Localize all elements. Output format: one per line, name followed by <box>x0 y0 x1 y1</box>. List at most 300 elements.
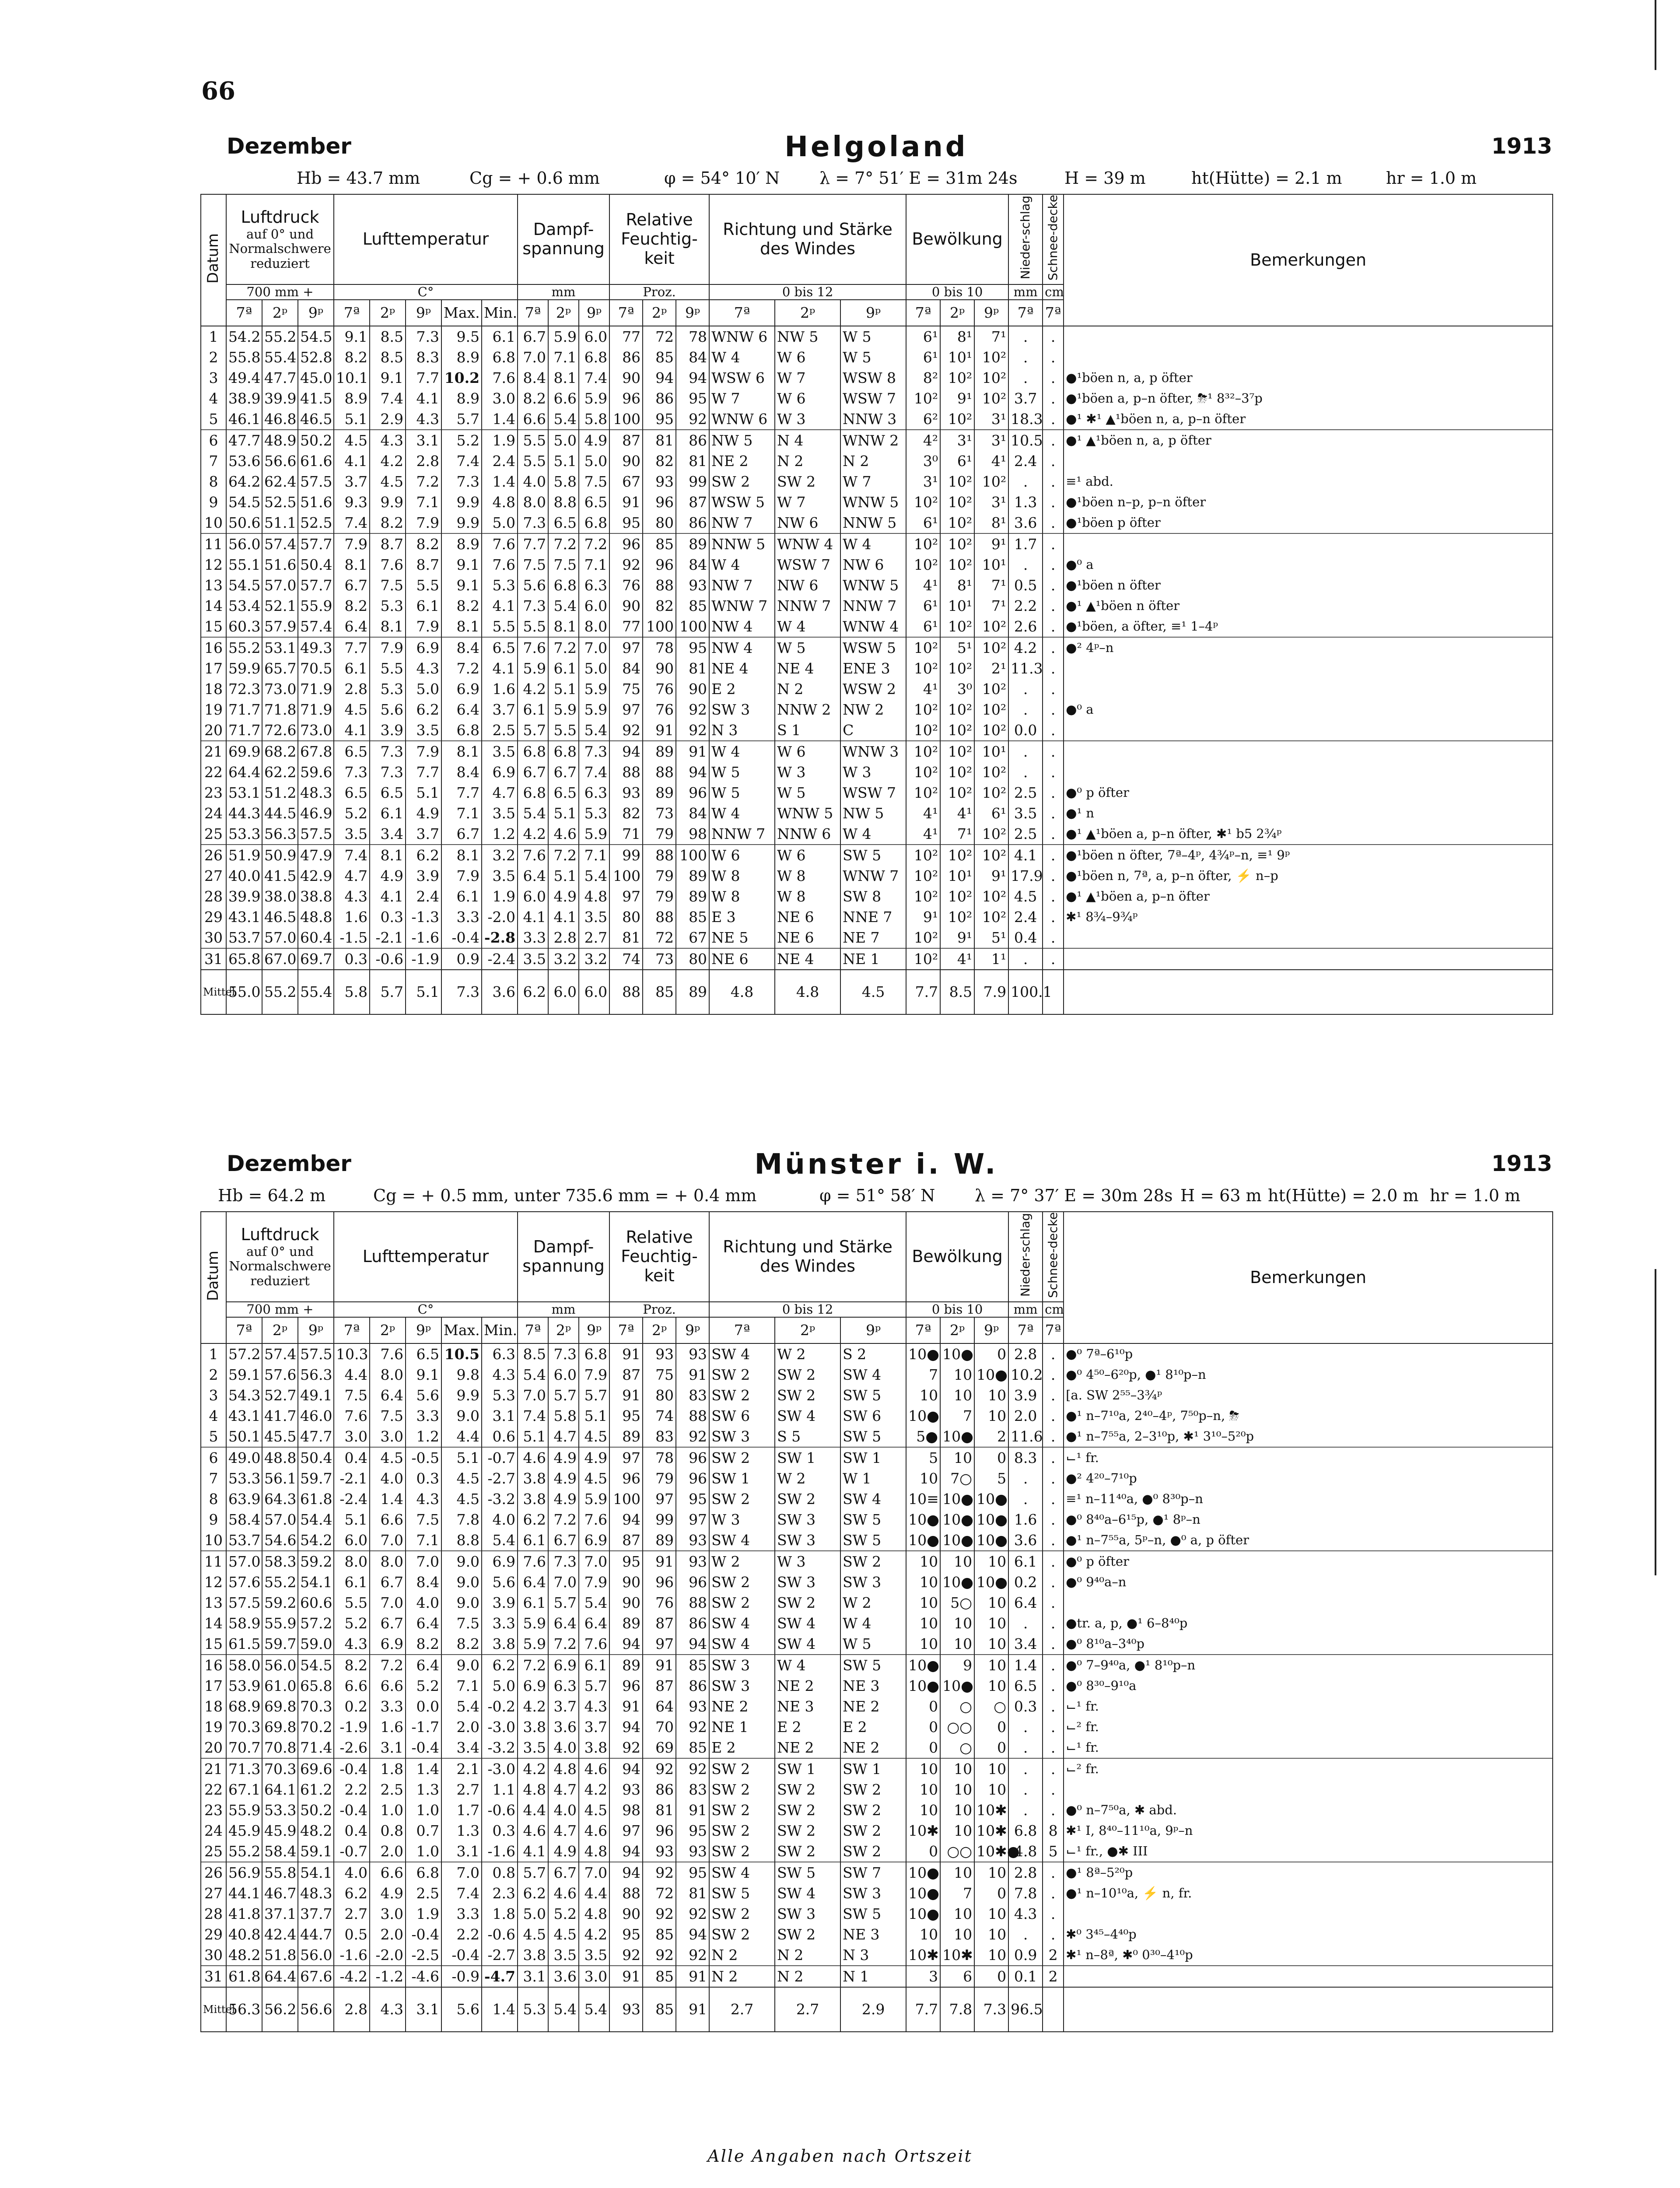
cell-temp-min: 3.5 <box>482 741 518 762</box>
cell-humidity-9p: 99 <box>676 471 709 492</box>
meta-latitude: φ = 54° 10′ N <box>664 168 780 188</box>
cell-wind-7a: W 4 <box>709 741 775 762</box>
cell-humidity-2p: 97 <box>643 1634 676 1655</box>
cell-remarks: ✱¹ n–8ª, ✱⁰ 0³⁰–4¹⁰p <box>1064 1945 1553 1966</box>
cell-temp-9p: 8.3 <box>406 347 441 368</box>
cell-vapor-9p: 6.9 <box>579 1530 609 1551</box>
cell-temp-2p: 4.3 <box>370 430 406 451</box>
cell-temp-max: 8.1 <box>441 845 482 866</box>
cell-temp-min: 2.4 <box>482 451 518 471</box>
cell-cloud-7a: 4² <box>906 430 940 451</box>
cell-snow-cover: . <box>1043 430 1064 451</box>
cell-temp-2p: 3.9 <box>370 720 406 741</box>
cell-remarks <box>1064 1904 1553 1924</box>
cell-cloud-2p: 9¹ <box>940 927 974 948</box>
cell-wind-2p: NE 2 <box>775 1676 840 1696</box>
cell-vapor-2p: 7.1 <box>548 347 579 368</box>
mean-temp-9p: 5.1 <box>406 970 441 1014</box>
cell-temp-min: 7.6 <box>482 368 518 388</box>
cell-vapor-2p: 7.2 <box>548 637 579 658</box>
cell-precipitation: 3.6 <box>1008 1530 1043 1551</box>
cell-pressure-7a: 57.5 <box>226 1592 262 1613</box>
cell-pressure-9p: 59.0 <box>298 1634 334 1655</box>
cell-humidity-2p: 85 <box>643 1924 676 1945</box>
cell-wind-9p: WSW 2 <box>840 679 906 699</box>
cell-wind-2p: SW 5 <box>775 1862 840 1883</box>
cell-humidity-2p: 88 <box>643 845 676 866</box>
cell-cloud-7a: 6¹ <box>906 326 940 347</box>
cell-humidity-2p: 79 <box>643 1468 676 1489</box>
cell-cloud-7a: 10 <box>906 1551 940 1572</box>
cell-temp-7a: 0.4 <box>334 1820 370 1841</box>
cell-temp-9p: 3.5 <box>406 720 441 741</box>
cell-humidity-9p: 91 <box>676 1364 709 1385</box>
cell-wind-9p: NE 3 <box>840 1924 906 1945</box>
cell-humidity-9p: 96 <box>676 1572 709 1592</box>
table-row <box>201 347 1553 368</box>
cell-wind-9p: SW 2 <box>840 1800 906 1820</box>
cell-humidity-2p: 89 <box>643 1530 676 1551</box>
cell-remarks: ⌙¹ fr. <box>1064 1696 1553 1717</box>
cell-cloud-9p: ○ <box>974 1696 1008 1717</box>
cell-temp-9p: 8.4 <box>406 1572 441 1592</box>
cell-temp-min: 3.8 <box>482 1634 518 1655</box>
cell-pressure-7a: 54.5 <box>226 492 262 512</box>
cell-wind-7a: SW 2 <box>709 1489 775 1509</box>
cell-temp-2p: 1.0 <box>370 1800 406 1820</box>
cell-snow-cover: . <box>1043 637 1064 658</box>
header-cloud-unit: 0 bis 10 <box>906 1302 1008 1317</box>
cell-precipitation: 10.2 <box>1008 1364 1043 1385</box>
cell-temp-min: 6.3 <box>482 1343 518 1364</box>
cell-snow-cover: . <box>1043 471 1064 492</box>
cell-temp-2p: 8.5 <box>370 347 406 368</box>
cell-temp-min: 3.0 <box>482 388 518 409</box>
table-row <box>201 1841 1553 1862</box>
header-time-vapor-7a: 7ª <box>518 1317 548 1343</box>
cell-temp-7a: 8.0 <box>334 1551 370 1572</box>
cell-remarks <box>1064 948 1553 970</box>
cell-day: 29 <box>201 1924 226 1945</box>
cell-day: 27 <box>201 866 226 886</box>
cell-temp-min: 4.1 <box>482 596 518 616</box>
header-time-precipitation: 7ª <box>1008 1317 1043 1343</box>
cell-humidity-9p: 92 <box>676 1945 709 1966</box>
header-day <box>201 1212 226 1343</box>
cell-pressure-2p: 41.7 <box>262 1406 298 1426</box>
cell-precipitation: 3.6 <box>1008 512 1043 533</box>
muenster-section <box>200 1148 1552 2032</box>
cell-pressure-2p: 64.1 <box>262 1779 298 1800</box>
header-time-cloud-2p: 2ᵖ <box>940 1317 974 1343</box>
cell-vapor-2p: 6.8 <box>548 741 579 762</box>
cell-pressure-7a: 43.1 <box>226 1406 262 1426</box>
cell-pressure-2p: 62.2 <box>262 762 298 782</box>
cell-vapor-7a: 5.0 <box>518 1904 548 1924</box>
cell-day: 5 <box>201 1426 226 1447</box>
cell-temp-9p: 0.0 <box>406 1696 441 1717</box>
cell-vapor-9p: 4.8 <box>579 1841 609 1862</box>
cell-wind-9p: N 1 <box>840 1966 906 1987</box>
cell-temp-9p: 3.3 <box>406 1406 441 1426</box>
cell-temp-2p: 6.6 <box>370 1509 406 1530</box>
header-time-wind-7a: 7ª <box>709 1317 775 1343</box>
cell-temp-2p: 8.0 <box>370 1551 406 1572</box>
cell-humidity-2p: 85 <box>643 347 676 368</box>
table-row <box>201 845 1553 866</box>
cell-pressure-9p: 71.9 <box>298 679 334 699</box>
cell-wind-7a: NW 7 <box>709 512 775 533</box>
cell-pressure-9p: 57.5 <box>298 471 334 492</box>
cell-cloud-9p: 0 <box>974 1717 1008 1737</box>
cell-wind-2p: W 3 <box>775 409 840 430</box>
cell-vapor-9p: 5.4 <box>579 720 609 741</box>
cell-temp-7a: 3.7 <box>334 471 370 492</box>
cell-pressure-7a: 54.3 <box>226 1385 262 1406</box>
cell-pressure-2p: 55.9 <box>262 1613 298 1634</box>
cell-wind-2p: SW 2 <box>775 1385 840 1406</box>
cell-remarks: ●¹böen n, 7ª, a, p–n öfter, ⚡ n–p <box>1064 866 1553 886</box>
cell-cloud-2p: 10 <box>940 1634 974 1655</box>
cell-pressure-9p: 52.5 <box>298 512 334 533</box>
cell-pressure-7a: 61.8 <box>226 1966 262 1987</box>
mean-precipitation: 96.5 <box>1008 1987 1043 2032</box>
cell-pressure-7a: 57.2 <box>226 1343 262 1364</box>
cell-humidity-9p: 93 <box>676 1530 709 1551</box>
cell-day: 17 <box>201 658 226 679</box>
cell-temp-9p: -1.9 <box>406 948 441 970</box>
meta-station-height: H = 63 m <box>1180 1186 1262 1205</box>
cell-wind-9p: NE 2 <box>840 1737 906 1758</box>
cell-wind-7a: N 2 <box>709 1945 775 1966</box>
cell-remarks: ●⁰ a <box>1064 699 1553 720</box>
cell-cloud-9p: 10² <box>974 637 1008 658</box>
cell-wind-7a: NNW 7 <box>709 824 775 845</box>
cell-vapor-9p: 7.3 <box>579 741 609 762</box>
cell-cloud-2p: 10 <box>940 1862 974 1883</box>
cell-cloud-2p: 10 <box>940 1904 974 1924</box>
cell-pressure-7a: 53.1 <box>226 782 262 803</box>
cell-temp-7a: -1.9 <box>334 1717 370 1737</box>
table-row <box>201 616 1553 637</box>
cell-snow-cover: . <box>1043 1758 1064 1779</box>
cell-temp-9p: -1.7 <box>406 1717 441 1737</box>
cell-humidity-9p: 90 <box>676 679 709 699</box>
cell-cloud-2p: 10● <box>940 1489 974 1509</box>
cell-snow-cover: . <box>1043 1551 1064 1572</box>
cell-vapor-7a: 6.9 <box>518 1676 548 1696</box>
cell-temp-2p: 4.5 <box>370 1447 406 1468</box>
cell-cloud-2p: 10 <box>940 1800 974 1820</box>
station-metadata <box>200 1186 1552 1211</box>
cell-cloud-2p: 10 <box>940 1447 974 1468</box>
cell-temp-2p: 7.6 <box>370 554 406 575</box>
cell-precipitation: 3.7 <box>1008 388 1043 409</box>
cell-cloud-2p: 3¹ <box>940 430 974 451</box>
cell-pressure-7a: 53.4 <box>226 596 262 616</box>
cell-humidity-2p: 86 <box>643 388 676 409</box>
cell-vapor-2p: 4.9 <box>548 1447 579 1468</box>
cell-vapor-2p: 6.4 <box>548 1613 579 1634</box>
cell-temp-7a: 2.8 <box>334 679 370 699</box>
cell-pressure-7a: 64.4 <box>226 762 262 782</box>
cell-humidity-9p: 95 <box>676 1820 709 1841</box>
cell-vapor-2p: 4.6 <box>548 1883 579 1904</box>
cell-cloud-9p: 10 <box>974 1385 1008 1406</box>
header-vapor-unit: mm <box>518 1302 609 1317</box>
cell-temp-min: -2.4 <box>482 948 518 970</box>
cell-temp-min: 1.2 <box>482 824 518 845</box>
cell-pressure-2p: 52.1 <box>262 596 298 616</box>
cell-pressure-2p: 45.5 <box>262 1426 298 1447</box>
cell-wind-7a: WSW 5 <box>709 492 775 512</box>
cell-snow-cover: . <box>1043 1904 1064 1924</box>
cell-cloud-2p: ○○ <box>940 1841 974 1862</box>
cell-precipitation: 6.8 <box>1008 1820 1043 1841</box>
cell-cloud-2p: 10² <box>940 471 974 492</box>
cell-pressure-2p: 70.8 <box>262 1737 298 1758</box>
cell-vapor-9p: 7.9 <box>579 1364 609 1385</box>
cell-temp-9p: 2.5 <box>406 1883 441 1904</box>
cell-temp-min: 3.3 <box>482 1613 518 1634</box>
cell-temp-2p: 6.6 <box>370 1862 406 1883</box>
cell-vapor-9p: 7.4 <box>579 762 609 782</box>
cell-temp-2p: -2.1 <box>370 927 406 948</box>
cell-pressure-9p: 47.9 <box>298 845 334 866</box>
cell-wind-2p: W 6 <box>775 388 840 409</box>
cell-snow-cover: . <box>1043 347 1064 368</box>
header-pressure-note: auf 0° und Normalschwere reduziert <box>229 1244 331 1288</box>
cell-vapor-7a: 5.7 <box>518 720 548 741</box>
cell-temp-7a: 5.2 <box>334 803 370 824</box>
cell-remarks: ●⁰ 7–9⁴⁰a, ●¹ 8¹⁰p–n <box>1064 1655 1553 1676</box>
cell-wind-7a: SW 2 <box>709 1904 775 1924</box>
cell-wind-9p: SW 3 <box>840 1572 906 1592</box>
cell-temp-2p: 3.4 <box>370 824 406 845</box>
cell-humidity-7a: 94 <box>609 1509 643 1530</box>
cell-day: 26 <box>201 845 226 866</box>
cell-humidity-7a: 87 <box>609 430 643 451</box>
header-humidity-unit: Proz. <box>609 284 709 300</box>
table-row <box>201 782 1553 803</box>
cell-humidity-2p: 96 <box>643 554 676 575</box>
header-time-vapor-9p: 9ᵖ <box>579 300 609 326</box>
cell-temp-9p: 1.0 <box>406 1841 441 1862</box>
cell-temp-max: 6.1 <box>441 886 482 907</box>
cell-humidity-7a: 92 <box>609 554 643 575</box>
cell-humidity-9p: 96 <box>676 1447 709 1468</box>
table-row <box>201 824 1553 845</box>
cell-wind-2p: NNW 2 <box>775 699 840 720</box>
cell-pressure-9p: 51.6 <box>298 492 334 512</box>
table-row <box>201 699 1553 720</box>
cell-temp-min: 1.9 <box>482 886 518 907</box>
mean-vapor-7a: 5.3 <box>518 1987 548 2032</box>
cell-cloud-2p: 10● <box>940 1676 974 1696</box>
cell-pressure-7a: 48.2 <box>226 1945 262 1966</box>
cell-humidity-7a: 90 <box>609 596 643 616</box>
cell-temp-min: -2.7 <box>482 1468 518 1489</box>
cell-remarks: ✱¹ 8¾–9¾ᵖ <box>1064 907 1553 927</box>
cell-humidity-2p: 89 <box>643 782 676 803</box>
cell-temp-min: 6.9 <box>482 1551 518 1572</box>
cell-wind-9p: SW 5 <box>840 1655 906 1676</box>
cell-wind-7a: W 7 <box>709 388 775 409</box>
cell-remarks: ●¹ 8ª–5²⁰p <box>1064 1862 1553 1883</box>
cell-cloud-9p: 0 <box>974 1883 1008 1904</box>
cell-temp-7a: -1.6 <box>334 1945 370 1966</box>
cell-day: 12 <box>201 554 226 575</box>
cell-pressure-9p: 59.7 <box>298 1468 334 1489</box>
cell-vapor-2p: 6.0 <box>548 1364 579 1385</box>
cell-pressure-9p: 61.6 <box>298 451 334 471</box>
mean-vapor-9p: 5.4 <box>579 1987 609 2032</box>
section-year: 1913 <box>1491 1151 1552 1176</box>
cell-snow-cover: . <box>1043 886 1064 907</box>
cell-temp-min: 1.4 <box>482 471 518 492</box>
cell-cloud-9p: 10 <box>974 1406 1008 1426</box>
cell-pressure-2p: 46.5 <box>262 907 298 927</box>
mean-cloud-2p: 7.8 <box>940 1987 974 2032</box>
cell-temp-7a: 8.2 <box>334 596 370 616</box>
cell-humidity-7a: 94 <box>609 1717 643 1737</box>
cell-temp-9p: 6.4 <box>406 1655 441 1676</box>
cell-precipitation: . <box>1008 1737 1043 1758</box>
cell-pressure-9p: 61.8 <box>298 1489 334 1509</box>
cell-pressure-7a: 47.7 <box>226 430 262 451</box>
page-edge-line <box>1655 1269 1656 1575</box>
cell-pressure-2p: 47.7 <box>262 368 298 388</box>
cell-pressure-9p: 57.5 <box>298 824 334 845</box>
cell-cloud-2p: 10 <box>940 1364 974 1385</box>
mean-pressure-7a: 55.0 <box>226 970 262 1014</box>
cell-pressure-2p: 51.8 <box>262 1945 298 1966</box>
mean-temp-min: 1.4 <box>482 1987 518 2032</box>
table-row <box>201 1592 1553 1613</box>
table-row <box>201 492 1553 512</box>
header-time-temp-min: Min. <box>482 300 518 326</box>
cell-temp-min: 5.3 <box>482 1385 518 1406</box>
cell-humidity-7a: 94 <box>609 741 643 762</box>
cell-snow-cover: . <box>1043 616 1064 637</box>
cell-humidity-7a: 100 <box>609 866 643 886</box>
cell-cloud-7a: 7 <box>906 1364 940 1385</box>
cell-temp-9p: 5.0 <box>406 679 441 699</box>
cell-temp-7a: 6.1 <box>334 658 370 679</box>
cell-vapor-2p: 4.7 <box>548 1820 579 1841</box>
cell-cloud-7a: 10² <box>906 699 940 720</box>
cell-snow-cover: . <box>1043 554 1064 575</box>
mean-wind-2p: 2.7 <box>775 1987 840 2032</box>
cell-pressure-9p: 54.5 <box>298 1655 334 1676</box>
cell-humidity-2p: 76 <box>643 1592 676 1613</box>
cell-temp-max: 9.0 <box>441 1551 482 1572</box>
cell-snow-cover: 8 <box>1043 1820 1064 1841</box>
cell-precipitation: 3.5 <box>1008 803 1043 824</box>
cell-day: 24 <box>201 803 226 824</box>
cell-cloud-9p: 10● <box>974 1509 1008 1530</box>
cell-remarks <box>1064 1592 1553 1613</box>
header-snow <box>1043 1212 1064 1302</box>
cell-cloud-2p: 10² <box>940 492 974 512</box>
cell-vapor-2p: 4.7 <box>548 1779 579 1800</box>
cell-wind-9p: SW 3 <box>840 1883 906 1904</box>
header-time-cloud-7a: 7ª <box>906 1317 940 1343</box>
cell-remarks: ●⁰ 8⁴⁰a–6¹⁵p, ●¹ 8ᵖ–n <box>1064 1509 1553 1530</box>
cell-wind-7a: SW 2 <box>709 1385 775 1406</box>
cell-cloud-7a: 10 <box>906 1758 940 1779</box>
cell-humidity-9p: 85 <box>676 596 709 616</box>
cell-temp-min: -0.7 <box>482 1447 518 1468</box>
header-precipitation <box>1008 1212 1043 1302</box>
cell-humidity-7a: 76 <box>609 575 643 596</box>
cell-vapor-7a: 6.2 <box>518 1883 548 1904</box>
cell-temp-max: 8.2 <box>441 596 482 616</box>
cell-temp-min: -2.7 <box>482 1945 518 1966</box>
cell-humidity-9p: 95 <box>676 1489 709 1509</box>
cell-temp-2p: 2.0 <box>370 1924 406 1945</box>
cell-temp-9p: 5.2 <box>406 1676 441 1696</box>
cell-humidity-7a: 96 <box>609 1468 643 1489</box>
cell-vapor-9p: 4.5 <box>579 1800 609 1820</box>
cell-vapor-7a: 3.1 <box>518 1966 548 1987</box>
table-row <box>201 907 1553 927</box>
cell-temp-9p: 1.2 <box>406 1426 441 1447</box>
table-row <box>201 1385 1553 1406</box>
header-time-pressure-7a: 7ª <box>226 1317 262 1343</box>
cell-cloud-9p: 10● <box>974 1572 1008 1592</box>
cell-snow-cover: . <box>1043 699 1064 720</box>
cell-humidity-2p: 96 <box>643 492 676 512</box>
table-row <box>201 1696 1553 1717</box>
cell-wind-2p: WNW 5 <box>775 803 840 824</box>
cell-cloud-2p: 9 <box>940 1655 974 1676</box>
cell-vapor-7a: 4.6 <box>518 1820 548 1841</box>
cell-vapor-2p: 7.2 <box>548 1509 579 1530</box>
cell-pressure-9p: 69.6 <box>298 1758 334 1779</box>
cell-wind-2p: W 6 <box>775 741 840 762</box>
cell-vapor-2p: 7.2 <box>548 533 579 554</box>
cell-temp-min: -0.2 <box>482 1696 518 1717</box>
cell-precipitation: 7.8 <box>1008 1883 1043 1904</box>
cell-temp-7a: 4.5 <box>334 699 370 720</box>
cell-wind-7a: SW 4 <box>709 1343 775 1364</box>
cell-pressure-2p: 53.1 <box>262 637 298 658</box>
cell-snow-cover: . <box>1043 1364 1064 1385</box>
cell-pressure-7a: 67.1 <box>226 1779 262 1800</box>
header-precipitation <box>1008 194 1043 284</box>
cell-remarks: ⌙¹ fr., ●✱ III <box>1064 1841 1553 1862</box>
cell-remarks: ✱¹ I, 8⁴⁰–11¹⁰a, 9ᵖ–n <box>1064 1820 1553 1841</box>
cell-pressure-9p: 50.4 <box>298 554 334 575</box>
cell-remarks <box>1064 533 1553 554</box>
cell-humidity-7a: 84 <box>609 658 643 679</box>
cell-humidity-2p: 92 <box>643 1862 676 1883</box>
cell-vapor-9p: 5.9 <box>579 699 609 720</box>
cell-vapor-2p: 6.8 <box>548 575 579 596</box>
cell-cloud-2p: 10● <box>940 1509 974 1530</box>
cell-vapor-7a: 6.4 <box>518 1572 548 1592</box>
cell-precipitation: 0.9 <box>1008 1945 1043 1966</box>
cell-wind-7a: SW 2 <box>709 1447 775 1468</box>
cell-humidity-2p: 87 <box>643 1676 676 1696</box>
mean-wind-9p: 2.9 <box>840 1987 906 2032</box>
cell-cloud-9p: 10 <box>974 1924 1008 1945</box>
cell-humidity-9p: 87 <box>676 492 709 512</box>
cell-vapor-2p: 3.7 <box>548 1696 579 1717</box>
cell-wind-7a: W 3 <box>709 1509 775 1530</box>
table-row <box>201 1426 1553 1447</box>
